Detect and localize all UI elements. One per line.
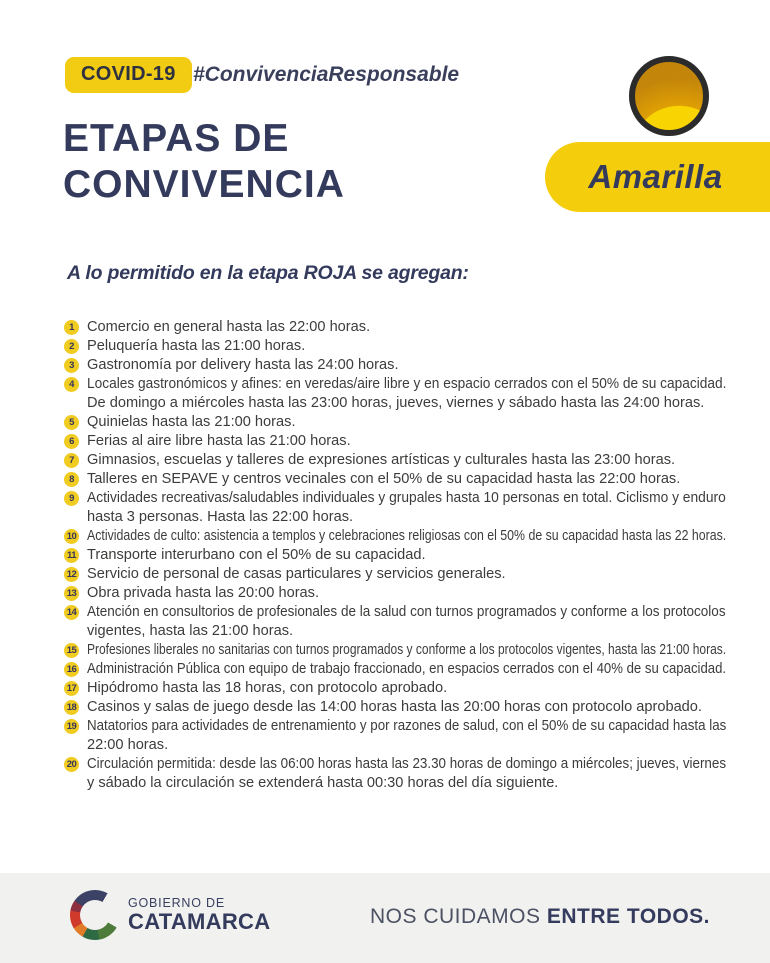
list-item xyxy=(64,546,726,565)
item-text: Locales gastronómicos y afines: en veredas/aire libre y en espacio cerrados con el 50% de su capacidad. De domingo a miércoles hasta las 23:00 horas, jueves, viernes y sábado hasta las 24:00 horas. xyxy=(87,376,727,411)
catamarca-logo xyxy=(70,890,270,940)
footer xyxy=(0,873,770,963)
slogan xyxy=(370,905,710,929)
item-text: Administración Pública con equipo de trabajo fraccionado, en espacios cerrados con el 40% de su capacidad. xyxy=(87,661,727,677)
item-text: Peluquería hasta las 21:00 horas. xyxy=(87,338,306,354)
item-number-badge: 6 xyxy=(64,434,79,449)
item-number-badge: 15 xyxy=(64,643,79,658)
list-item xyxy=(64,603,726,641)
list-item xyxy=(64,660,726,679)
list-item xyxy=(64,527,726,546)
hashtag: #ConvivenciaResponsable xyxy=(193,63,460,86)
item-text: Obra privada hasta las 20:00 horas. xyxy=(87,585,320,601)
item-number-badge: 7 xyxy=(64,453,79,468)
list-item xyxy=(64,356,726,375)
item-text: Atención en consultorios de profesionales de la salud con turnos programados y conforme a los protocolos vigentes, hasta las 21:00 horas. xyxy=(87,604,726,639)
logo-text xyxy=(128,896,270,935)
list-item xyxy=(64,489,726,527)
slogan-regular: NOS CUIDAMOS xyxy=(370,905,541,928)
list-item xyxy=(64,375,726,413)
list-item xyxy=(64,470,726,489)
logo-text-line1: GOBIERNO DE xyxy=(128,895,226,910)
item-text: Gastronomía por delivery hasta las 24:00 horas. xyxy=(87,357,399,373)
item-text: Talleres en SEPAVE y centros vecinales con el 50% de su capacidad hasta las 22:00 horas. xyxy=(87,471,681,487)
item-number-badge: 11 xyxy=(64,548,79,563)
stage-circle-icon xyxy=(629,56,709,136)
item-number-badge: 17 xyxy=(64,681,79,696)
page-title xyxy=(63,116,345,208)
item-text: Transporte interurbano con el 50% de su capacidad. xyxy=(87,547,426,563)
list-item xyxy=(64,698,726,717)
item-number-badge: 8 xyxy=(64,472,79,487)
item-number-badge: 5 xyxy=(64,415,79,430)
list-item xyxy=(64,584,726,603)
title-line-2: CONVIVENCIA xyxy=(63,163,345,206)
subtitle: A lo permitido en la etapa ROJA se agregan: xyxy=(67,262,469,284)
list-item xyxy=(64,565,726,584)
logo-text-line2: CATAMARCA xyxy=(128,908,271,934)
item-number-badge: 3 xyxy=(64,358,79,373)
item-text: Circulación permitida: desde las 06:00 horas hasta las 23.30 horas de domingo a miércoles; jueves, viernes y sábado la circulación se extenderá hasta 00:30 horas del día siguiente. xyxy=(87,756,727,791)
item-text: Actividades de culto: asistencia a templos y celebraciones religiosas con el 50% de su capacidad hasta las 22 horas. xyxy=(87,528,727,544)
item-number-badge: 18 xyxy=(64,700,79,715)
item-number-badge: 4 xyxy=(64,377,79,392)
item-text: Natatorios para actividades de entrenamiento y por razones de salud, con el 50% de su capacidad hasta las 22:00 horas. xyxy=(87,718,727,753)
item-text: Actividades recreativas/saludables individuales y grupales hasta 10 personas en total. Ciclismo y enduro hasta 3 personas. Hasta las 22:00 horas. xyxy=(87,490,726,525)
item-text: Ferias al aire libre hasta las 21:00 horas. xyxy=(87,433,351,449)
item-text: Quinielas hasta las 21:00 horas. xyxy=(87,414,296,430)
catamarca-c-icon xyxy=(70,890,120,940)
covid-19-badge: COVID-19 xyxy=(65,57,192,93)
list-item xyxy=(64,337,726,356)
item-number-badge: 12 xyxy=(64,567,79,582)
permitted-list xyxy=(64,318,726,793)
item-number-badge: 10 xyxy=(64,529,79,544)
item-text: Comercio en general hasta las 22:00 horas. xyxy=(87,319,371,335)
title-line-1: ETAPAS DE xyxy=(63,117,290,160)
stage-label: Amarilla xyxy=(588,158,723,195)
list-item xyxy=(64,641,726,660)
item-text: Casinos y salas de juego desde las 14:00 horas hasta las 20:00 horas con protocolo aprobado. xyxy=(87,699,702,715)
item-number-badge: 2 xyxy=(64,339,79,354)
item-text: Servicio de personal de casas particulares y servicios generales. xyxy=(87,566,506,582)
stage-pill xyxy=(545,142,770,212)
slogan-bold: ENTRE TODOS. xyxy=(546,905,710,928)
item-text: Hipódromo hasta las 18 horas, con protocolo aprobado. xyxy=(87,680,448,696)
list-item xyxy=(64,413,726,432)
item-number-badge: 1 xyxy=(64,320,79,335)
item-number-badge: 16 xyxy=(64,662,79,677)
list-item xyxy=(64,318,726,337)
item-number-badge: 20 xyxy=(64,757,79,772)
item-number-badge: 13 xyxy=(64,586,79,601)
item-number-badge: 19 xyxy=(64,719,79,734)
list-item xyxy=(64,432,726,451)
list-item xyxy=(64,755,726,793)
list-item xyxy=(64,717,726,755)
list-item xyxy=(64,451,726,470)
item-number-badge: 9 xyxy=(64,491,79,506)
list-item xyxy=(64,679,726,698)
item-number-badge: 14 xyxy=(64,605,79,620)
item-text: Gimnasios, escuelas y talleres de expresiones artísticas y culturales hasta las 23:00 horas. xyxy=(87,452,676,468)
item-text: Profesiones liberales no sanitarias con turnos programados y conforme a los protocolos vigentes, hasta las 21:00 horas. xyxy=(87,642,727,658)
